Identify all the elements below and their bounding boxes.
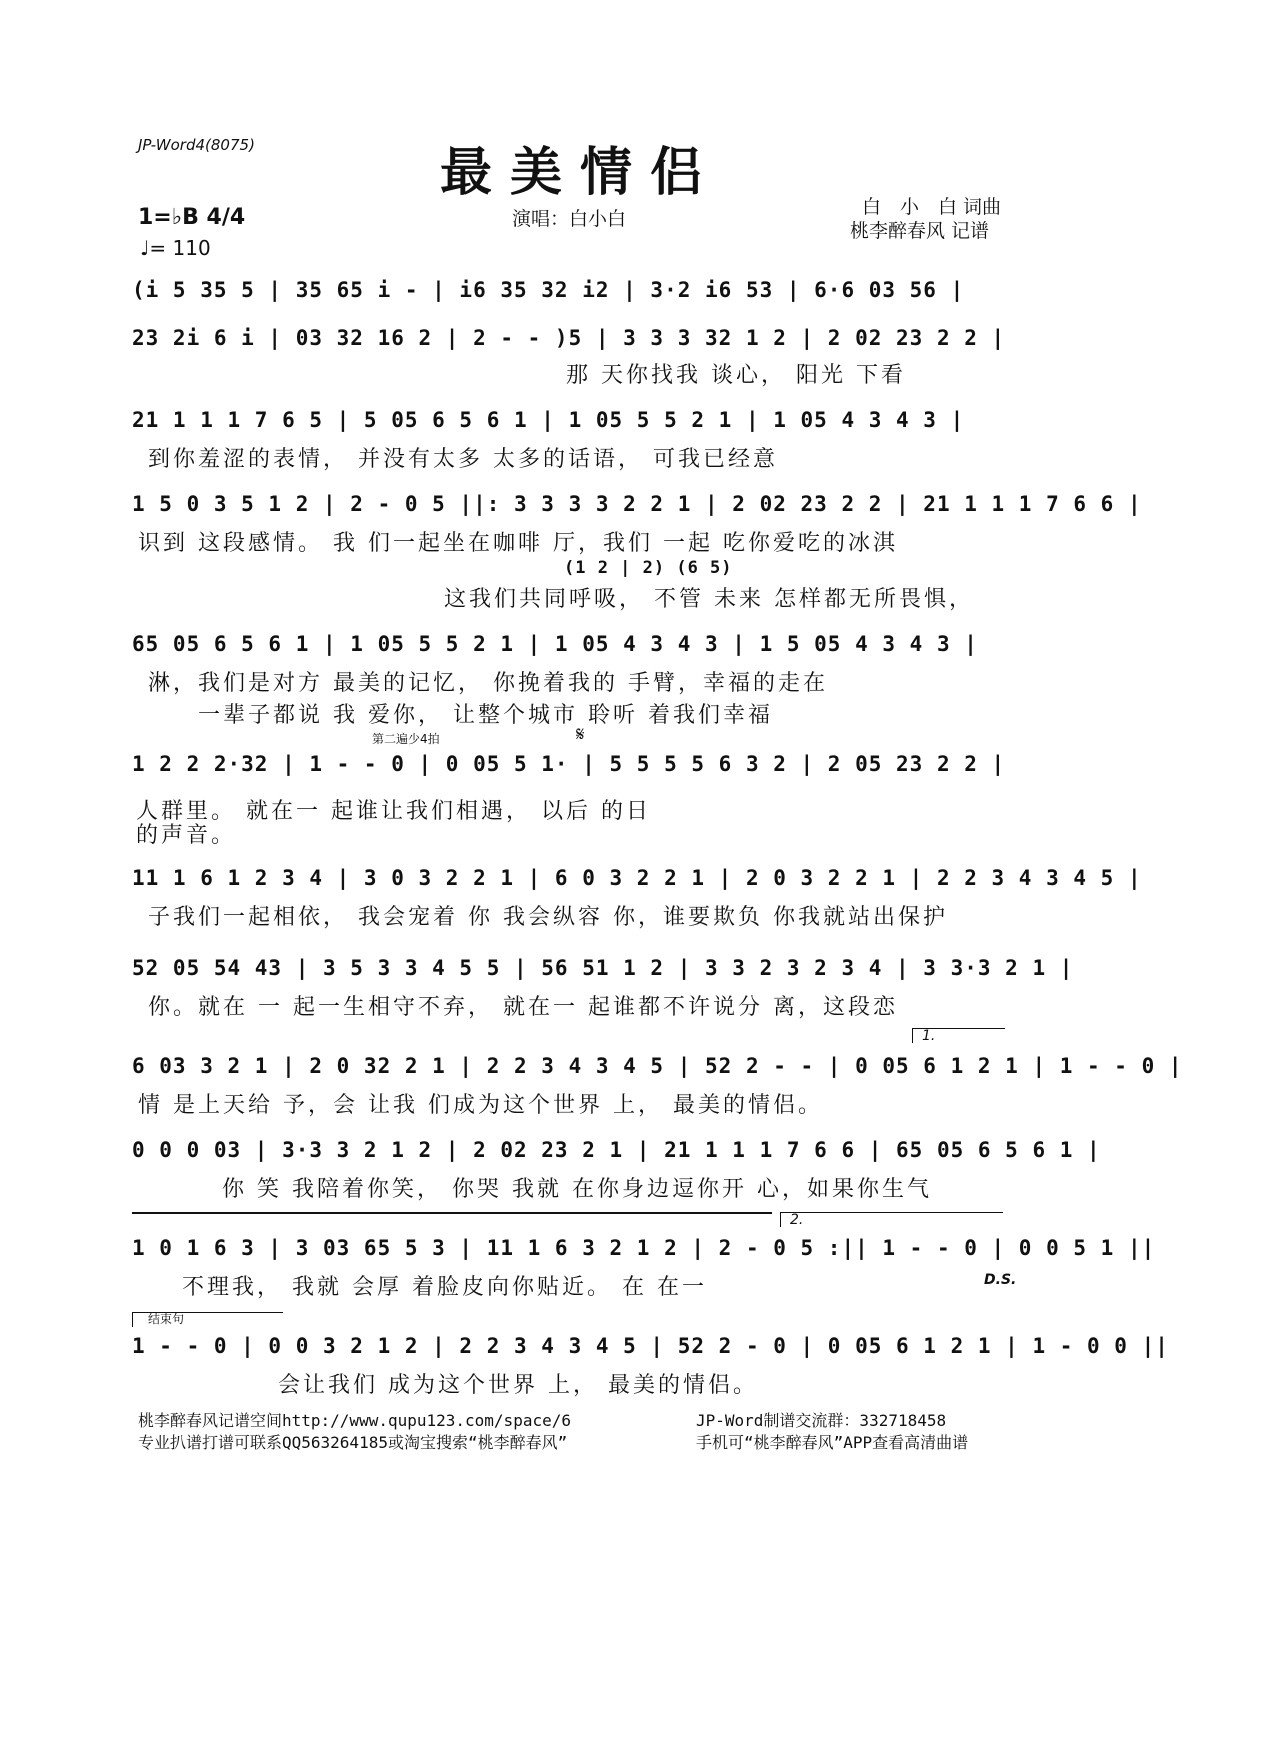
notation-line-3: 21 1 1 1 7 6 5 | 5 05 6 5 6 1 | 1 05 5 5 2 1 | 1 05 4 3 4 3 | [132,408,965,432]
dal-segno-mark: D.S. [984,1272,1017,1288]
volta-2-bracket [780,1212,1003,1227]
segno-sign: 𝄋 [576,722,585,746]
lyric-line-7: 子我们一起相依， 我会宠着 你 我会纵容 你，谁要欺负 你我就站出保护 [148,905,948,930]
volta-1-label: 1. [922,1028,936,1044]
credit-transcriber: 桃李醉春风 记谱 [850,220,990,242]
lyric-line-8: 你。就在 一 起一生相守不弃， 就在一 起谁都不许说分 离，这段恋 [148,995,898,1020]
volta-2-label: 2. [790,1212,804,1228]
notation-line-4: 1 5 0 3 5 1 2 | 2 - 0 5 ||: 3 3 3 3 2 2 1 | 2 02 23 2 2 | 21 1 1 1 7 6 6 | [132,492,1142,516]
lyric-line-4a: 识到 这段感情。 我 们一起坐在咖啡 厅，我们 一起 吃你爱吃的冰淇 [138,531,898,556]
footer-left-1: 桃李醉春风记谱空间http://www.qupu123.com/space/6 [138,1411,571,1430]
notation-line-12: 1 - - 0 | 0 0 3 2 1 2 | 2 2 3 4 3 4 5 | 52 2 - 0 | 0 05 6 1 2 1 | 1 - 0 0 || [132,1334,1169,1358]
footer-right-2: 手机可“桃李醉春风”APP查看高清曲谱 [696,1433,969,1452]
lyric-line-5b: 一辈子都说 我 爱你， 让整个城市 聆听 着我们幸福 [198,703,773,728]
repeat-note-marker: 第二遍少4拍 [372,732,440,746]
notation-line-5: 65 05 6 5 6 1 | 1 05 5 5 2 1 | 1 05 4 3 4 3 | 1 5 05 4 3 4 3 | [132,632,978,656]
lyric-line-10: 你 笑 我陪着你笑， 你哭 我就 在你身边逗你开 心，如果你生气 [222,1177,932,1202]
singer: 演唱：白小白 [512,208,627,230]
page-title: 最美情侣 [440,142,721,203]
footer-left-2: 专业扒谱打谱可联系QQ563264185或淘宝搜索“桃李醉春风” [138,1433,568,1452]
tie-line-11 [132,1212,772,1214]
lyric-line-11: 不理我， 我就 会厚 着脸皮向你贴近。 在 在一 [182,1275,707,1300]
lyric-line-4b: 这我们共同呼吸， 不管 未来 怎样都无所畏惧， [444,587,974,612]
source-label: JP-Word4(8075) [138,136,255,154]
lyric-line-12: 会让我们 成为这个世界 上， 最美的情侣。 [278,1373,758,1398]
notation-line-1: (i 5 35 5 | 35 65 i - | i6 35 32 i2 | 3·2 i6 53 | 6·6 03 56 | [132,278,965,302]
lyric-line-2: 那 天你找我 谈心， 阳光 下看 [566,363,906,388]
notation-line-7: 11 1 6 1 2 3 4 | 3 0 3 2 2 1 | 6 0 3 2 2 1 | 2 0 3 2 2 1 | 2 2 3 4 3 4 5 | [132,866,1142,890]
footer-right-1: JP-Word制谱交流群：332718458 [696,1411,947,1430]
lyric-line-6a: 人群里。 就在一 起谁让我们相遇， 以后 的日 [136,799,651,824]
lyric-line-6b: 的声音。 [136,823,237,848]
notation-line-10: 0 0 0 03 | 3·3 3 2 1 2 | 2 02 23 2 1 | 21 1 1 1 7 6 6 | 65 05 6 5 6 1 | [132,1138,1101,1162]
notation-line-8: 52 05 54 43 | 3 5 3 3 4 5 5 | 56 51 1 2 | 3 3 2 3 2 3 4 | 3 3·3 2 1 | [132,956,1074,980]
tempo-marking: ♩= 110 [140,236,211,260]
notation-line-6: 1 2 2 2·32 | 1 - - 0 | 0 05 5 1· | 5 5 5 5 6 3 2 | 2 05 23 2 2 | [132,752,1006,776]
key-signature: 1=♭B 4/4 [138,205,246,230]
alt-notes-4: (1 2 | 2) (6 5) [564,558,733,578]
credit-lyrics-music: 白 小 白 词曲 [862,196,1002,218]
notation-line-9: 6 03 3 2 1 | 2 0 32 2 1 | 2 2 3 4 3 4 5 | 52 2 - - | 0 05 6 1 2 1 | 1 - - 0 | [132,1054,1183,1078]
lyric-line-5a: 淋，我们是对方 最美的记忆， 你挽着我的 手臂，幸福的走在 [148,671,828,696]
notation-line-11: 1 0 1 6 3 | 3 03 65 5 3 | 11 1 6 3 2 1 2 | 2 - 0 5 :|| 1 - - 0 | 0 0 5 1 || [132,1236,1156,1260]
notation-line-2: 23 2i 6 i | 03 32 16 2 | 2 - - )5 | 3 3 3 32 1 2 | 2 02 23 2 2 | [132,326,1006,350]
lyric-line-9: 情 是上天给 予，会 让我 们成为这个世界 上， 最美的情侣。 [138,1093,823,1118]
coda-label: 结束句 [148,1312,185,1326]
lyric-line-3: 到你羞涩的表情， 并没有太多 太多的话语， 可我已经意 [148,447,778,472]
